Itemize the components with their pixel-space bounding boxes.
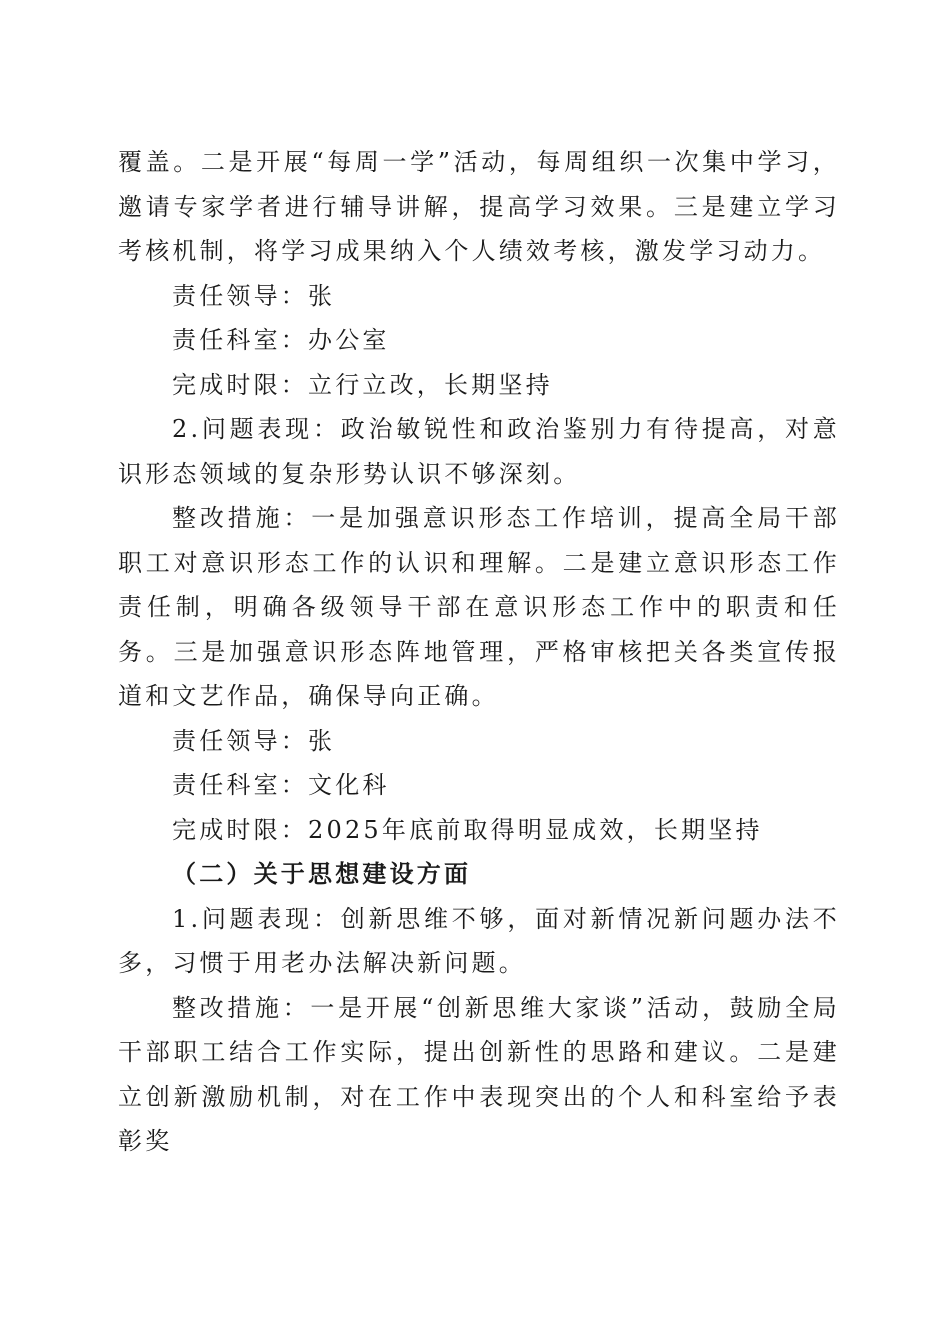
paragraph-continuation: 覆盖。二是开展“每周一学”活动，每周组织一次集中学习，邀请专家学者进行辅导讲解，提高学习效果。三是建立学习考核机制，将学习成果纳入个人绩效考核，激发学习动力。	[118, 148, 840, 265]
document-body	[118, 140, 840, 1164]
deadline: 完成时限：2025年底前取得明显成效，长期坚持	[172, 815, 763, 844]
section-heading: （二）关于思想建设方面	[172, 859, 472, 888]
rectification-measures-1: 整改措施：一是开展“创新思维大家谈”活动，鼓励全局干部职工结合工作实际，提出创新性的思路和建议。二是建立创新激励机制，对在工作中表现突出的个人和科室给予表彰奖	[118, 993, 840, 1155]
problem-1: 1.问题表现：创新思维不够，面对新情况新问题办法不多，习惯于用老办法解决新问题。	[118, 904, 840, 977]
responsible-leader: 责任领导：张	[172, 281, 336, 310]
responsible-leader: 责任领导：张	[172, 726, 336, 755]
responsible-department: 责任科室：文化科	[172, 771, 390, 799]
rectification-measures-2: 整改措施：一是加强意识形态工作培训，提高全局干部职工对意识形态工作的认识和理解。二是建立意识形态工作责任制，明确各级领导干部在意识形态工作中的职责和任务。三是加强意识形态阵地管理，严格审核把关各类宣传报道和文艺作品，确保导向正确。	[118, 504, 840, 710]
problem-2: 2.问题表现：政治敏锐性和政治鉴别力有待提高，对意识形态领域的复杂形势认识不够深刻。	[118, 415, 840, 488]
deadline: 完成时限：立行立改，长期坚持	[172, 370, 553, 399]
responsible-department: 责任科室：办公室	[172, 326, 390, 354]
